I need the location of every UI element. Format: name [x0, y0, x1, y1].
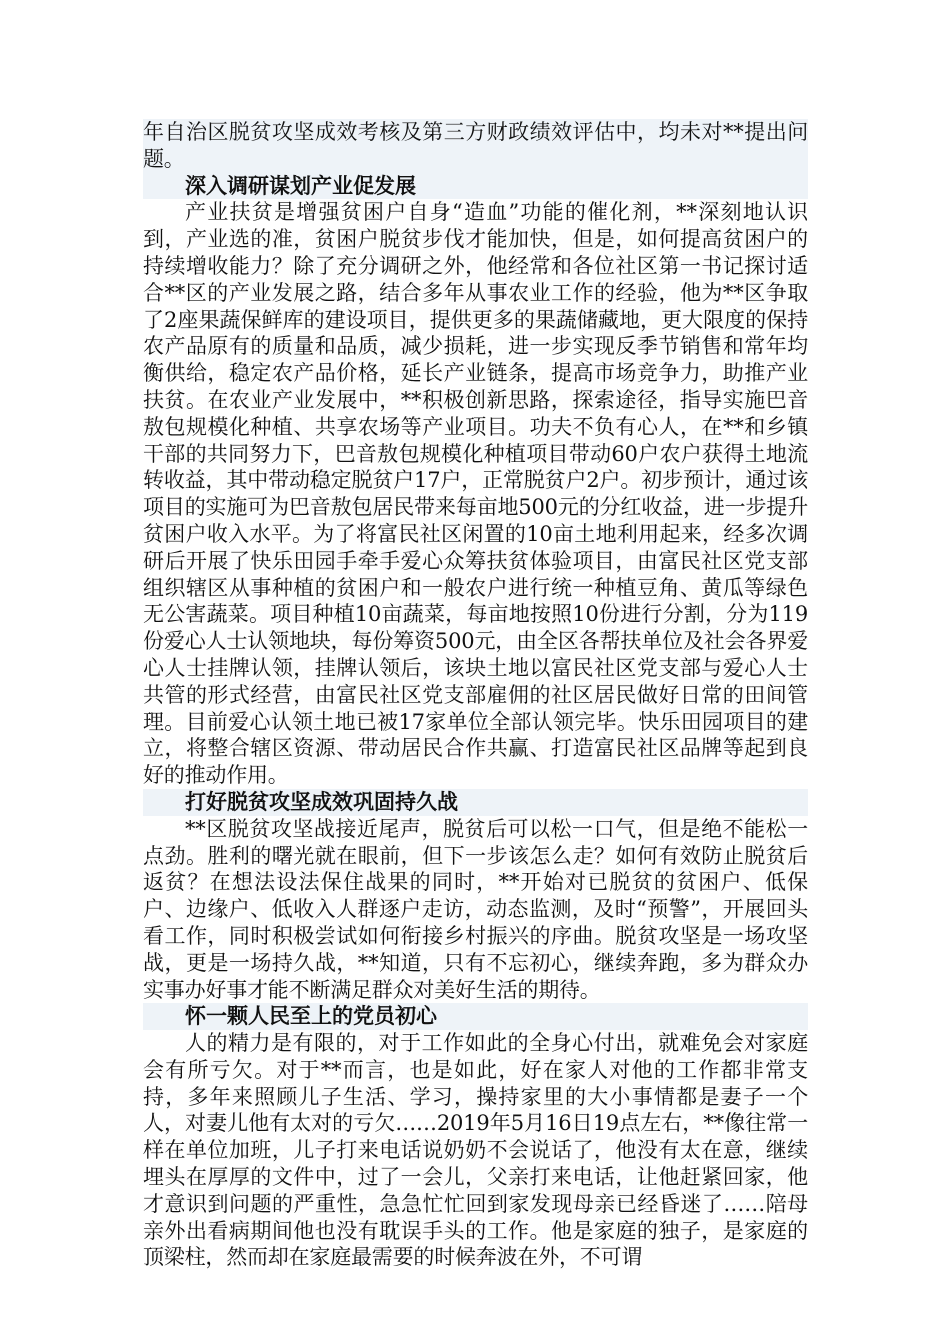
- paragraph-industry: 产业扶贫是增强贫困户自身“造血”功能的催化剂，**深刻地认识到，产业选的准，贫困户脱贫步伐才能加快，但是，如何提高贫困户的持续增收能力？除了充分调研之外，他经常和各位社区第一书记探讨适合**区的产业发展之路，结合多年从事农业工作的经验，他为**区争取了2座果蔬保鲜库的建设项目，提供更多的果蔬储藏地，更大限度的保持农产品原有的质量和品质，减少损耗，进一步实现反季节销售和常年均衡供给，稳定农产品价格，延长产业链条，提高市场竞争力，助推产业扶贫。在农业产业发展中，**积极创新思路，探索途径，指导实施巴音敖包规模化种植、共享农场等产业项目。功夫不负有心人，在**和乡镇干部的共同努力下，巴音敖包规模化种植项目带动60户农户获得土地流转收益，其中带动稳定脱贫户17户，正常脱贫户2户。初步预计，通过该项目的实施可为巴音敖包居民带来每亩地500元的分红收益，进一步提升贫困户收入水平。为了将富民社区闲置的10亩土地利用起来，经多次调研后开展了快乐田园手牵手爱心众筹扶贫体验项目，由富民社区党支部组织辖区从事种植的贫困户和一般农户进行统一种植豆角、黄瓜等绿色无公害蔬菜。项目种植10亩蔬菜，每亩地按照10份进行分割，分为119份爱心人士认领地块，每份筹资500元，由全区各帮扶单位及社会各界爱心人士挂牌认领，挂牌认领后，该块土地以富民社区党支部与爱心人士共管的形式经营，由富民社区党支部雇佣的社区居民做好日常的田间管理。目前爱心认领土地已被17家单位全部认领完毕。快乐田园项目的建立，将整合辖区资源、带动居民合作共赢、打造富民社区品牌等起到良好的推动作用。: [143, 200, 808, 788]
- section-heading-consolidation: 打好脱贫攻坚成效巩固持久战: [143, 789, 808, 816]
- section-heading-original-aspiration: 怀一颗人民至上的党员初心: [143, 1003, 808, 1030]
- paragraph-intro-continuation: 年自治区脱贫攻坚成效考核及第三方财政绩效评估中，均未对**提出问题。: [143, 120, 808, 171]
- document-body: [143, 119, 808, 1271]
- paragraph-consolidation: **区脱贫攻坚战接近尾声，脱贫后可以松一口气，但是绝不能松一点劲。胜利的曙光就在眼前，但下一步该怎么走？如何有效防止脱贫后返贫？在想法设法保住战果的同时，**开始对已脱贫的贫困户、低保户、边缘户、低收入人群逐户走访，动态监测，及时“预警”，开展回头看工作，同时积极尝试如何衔接乡村振兴的序曲。脱贫攻坚是一场攻坚战，更是一场持久战，**知道，只有不忘初心，继续奔跑，多为群众办实事办好事才能不断满足群众对美好生活的期待。: [143, 816, 808, 1002]
- paragraph-family: 人的精力是有限的，对于工作如此的全身心付出，就难免会对家庭会有所亏欠。对于**而言，也是如此，好在家人对他的工作都非常支持，多年来照顾儿子生活、学习，操持家里的大小事情都是妻子一个人，对妻儿他有太对的亏欠……2019年5月16日19点左右，**像往常一样在单位加班，儿子打来电话说奶奶不会说话了，他没有太在意，继续埋头在厚厚的文件中，过了一会儿，父亲打来电话，让他赶紧回家，他才意识到问题的严重性，急急忙忙回到家发现母亲已经昏迷了……陪母亲外出看病期间他也没有耽误手头的工作。他是家庭的独子，是家庭的顶梁柱，然而却在家庭最需要的时候奔波在外，不可谓: [143, 1031, 808, 1270]
- section-heading-industry: 深入调研谋划产业促发展: [143, 173, 808, 200]
